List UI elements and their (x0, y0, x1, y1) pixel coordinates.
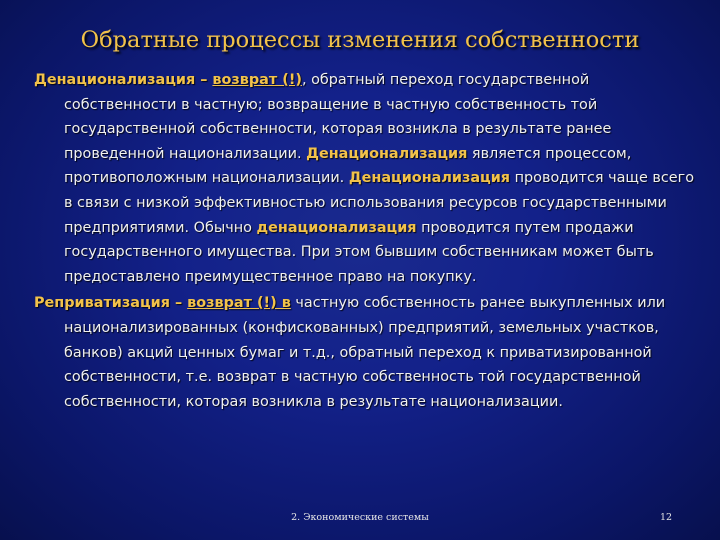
term-denationalization: Денационализация (348, 170, 511, 187)
highlight-return: возврат (!) (212, 72, 302, 88)
paragraph-text: является процессом, противоположным национализации. (64, 145, 632, 187)
footer-section-label: 2. Экономические системы (291, 512, 429, 523)
term-denationalization: Денационализация – (34, 72, 213, 88)
slide-body (34, 68, 694, 416)
paragraph-text: частную собственность ранее выкупленных или национализированных (конфискованных) предприятий, земельных участков, банков) акций ценных бумаг и т.д., обратный переход к приватизированной собственности, т.е. возврат в частную собственность той государственной собственности, которая возникла в результате национализации. (64, 295, 666, 410)
paragraph-text: проводится путем продажи государственного имущества. При этом бывшим собственникам может быть предоставлено преимущественное право на покупку. (64, 219, 654, 285)
term-denationalization: денационализация (256, 219, 417, 236)
paragraph-text: проводится чаще всего в связи с низкой эффективностью использования ресурсов государственными предприятиями. Обычно (64, 170, 694, 236)
term-denationalization: Денационализация (306, 145, 468, 162)
term-reprivatization: Реприватизация – (34, 295, 188, 312)
page-number: 12 (660, 512, 673, 523)
paragraph-denationalization (34, 68, 694, 289)
highlight-return: возврат (!) в (187, 295, 291, 312)
slide-title: Обратные процессы изменения собственности (80, 27, 640, 53)
paragraph-reprivatization (34, 291, 694, 414)
paragraph-text: , обратный переход государственной собственности в частную; возвращение в частную собственность той государственной собственности, которая возникла в результате ранее проведенной национализации. (64, 72, 612, 162)
